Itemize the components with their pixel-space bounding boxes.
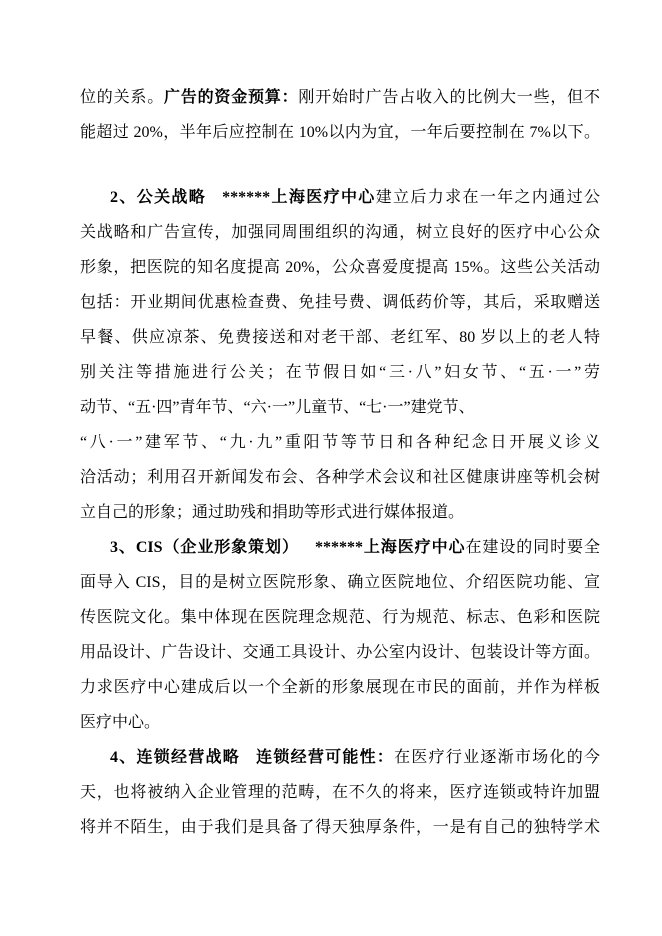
text-line: “八·一”建军节、“九·九”重阳节等节日和各种纪念日开展义诊义 bbox=[80, 434, 600, 451]
text-line: 能超过 20%，半年后应控制在 10%以内为宜，一年后要控制在 7%以下。 bbox=[80, 124, 600, 141]
text-line bbox=[80, 180, 600, 215]
advertising-budget-label: 广告的资金预算： bbox=[164, 89, 299, 106]
text-segment: 在医疗行业逐渐市场化的今 bbox=[394, 749, 600, 766]
section-heading: 2、公关战略 bbox=[110, 189, 207, 206]
section-heading: 3、CIS（企业形象策划） bbox=[110, 539, 299, 556]
text-line: 早餐、供应凉茶、免费接送和对老干部、老红军、80 岁以上的老人特 bbox=[80, 329, 600, 346]
text-line: 面导入 CIS，目的是树立医院形象、确立医院地位、介绍医院功能、宣 bbox=[80, 574, 600, 591]
section-heading: 4、连锁经营战略 bbox=[110, 749, 241, 766]
text-segment: 在建设的同时要全 bbox=[465, 539, 600, 556]
text-line: 传医院文化。集中体现在医院理念规范、行为规范、标志、色彩和医院 bbox=[80, 609, 600, 626]
subsection-label: 连锁经营可能性： bbox=[256, 749, 395, 766]
chain-strategy-paragraph bbox=[80, 740, 600, 845]
text-line: 立自己的形象；通过助残和捐助等形式进行媒体报道。 bbox=[80, 504, 465, 521]
text-line bbox=[80, 740, 600, 775]
text-line: 包括：开业期间优惠检查费、免挂号费、调低药价等，其后，采取赠送 bbox=[80, 294, 600, 311]
text-line bbox=[80, 530, 600, 565]
pr-strategy-paragraph bbox=[80, 180, 600, 530]
text-line: 用品设计、广告设计、交通工具设计、办公室内设计、包装设计等方面。 bbox=[80, 644, 600, 661]
text-segment: 建立后力求在一年之内通过公 bbox=[375, 189, 600, 206]
text-line: 洽活动；利用召开新闻发布会、各种学术会议和社区健康讲座等机会树 bbox=[80, 469, 600, 486]
text-line: 力求医疗中心建成后以一个全新的形象展现在市民的面前，并作为样板 bbox=[80, 679, 600, 696]
text-line: 将并不陌生，由于我们是具备了得天独厚条件，一是有自己的独特学术 bbox=[80, 819, 600, 836]
document-body bbox=[80, 80, 600, 845]
text-line: 形象，把医院的知名度提高 20%，公众喜爱度提高 15%。这些公关活动 bbox=[80, 259, 600, 276]
organization-name: ******上海医疗中心 bbox=[222, 189, 376, 206]
text-line: 别关注等措施进行公关；在节假日如“三·八”妇女节、“五·一”劳 bbox=[80, 364, 600, 381]
text-line: 医疗中心。 bbox=[80, 714, 161, 731]
text-line: 关战略和广告宣传，加强同周围组织的沟通，树立良好的医疗中心公众 bbox=[80, 224, 600, 241]
organization-name: ******上海医疗中心 bbox=[314, 539, 466, 556]
text-segment: 刚开始时广告占收入的比例大一些，但不 bbox=[298, 89, 600, 106]
text-line: 动节、“五·四”青年节、“六·一”儿童节、“七·一”建党节、 bbox=[80, 399, 475, 416]
text-line: 天，也将被纳入企业管理的范畴，在不久的将来，医疗连锁或特许加盟 bbox=[80, 784, 600, 801]
text-segment: 位的关系。 bbox=[80, 89, 164, 106]
text-line bbox=[80, 80, 600, 115]
advertising-budget-paragraph bbox=[80, 80, 600, 150]
cis-strategy-paragraph bbox=[80, 530, 600, 740]
